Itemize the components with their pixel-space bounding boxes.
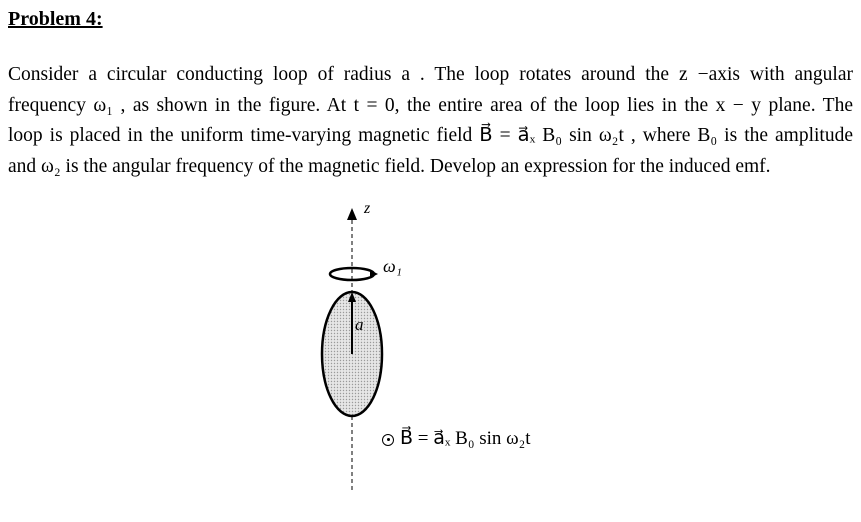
problem-statement <box>8 60 853 182</box>
radius-label: a <box>355 315 364 334</box>
problem-line-3: loop is placed in the uniform time-varying magnetic field B⃗ = a⃗ₓ B₀ sin ω₂t , where B₀ is the amplitude <box>8 125 853 146</box>
loop-figure <box>300 200 600 510</box>
field-label: B⃗ = a⃗ₓ B₀ sin ω₂t <box>400 428 531 449</box>
problem-line-2: frequency ω₁ , as shown in the figure. At t = 0, the entire area of the loop lies in the x − y plane. The <box>8 94 853 116</box>
out-of-page-dot-icon <box>382 434 394 446</box>
problem-line-1: Consider a circular conducting loop of radius a . The loop rotates around the z −axis with angular <box>8 64 853 85</box>
rotation-arrow-icon <box>370 270 378 278</box>
z-axis-label: z <box>364 200 371 217</box>
problem-title: Problem 4: <box>8 8 103 30</box>
omega1-label: ω₁ <box>383 256 402 276</box>
z-axis-arrow <box>347 208 357 220</box>
field-expression <box>382 427 531 450</box>
loop-diagram <box>300 200 600 510</box>
problem-line-4: and ω₂ is the angular frequency of the magnetic field. Develop an expression for the induced emf. <box>8 155 771 177</box>
